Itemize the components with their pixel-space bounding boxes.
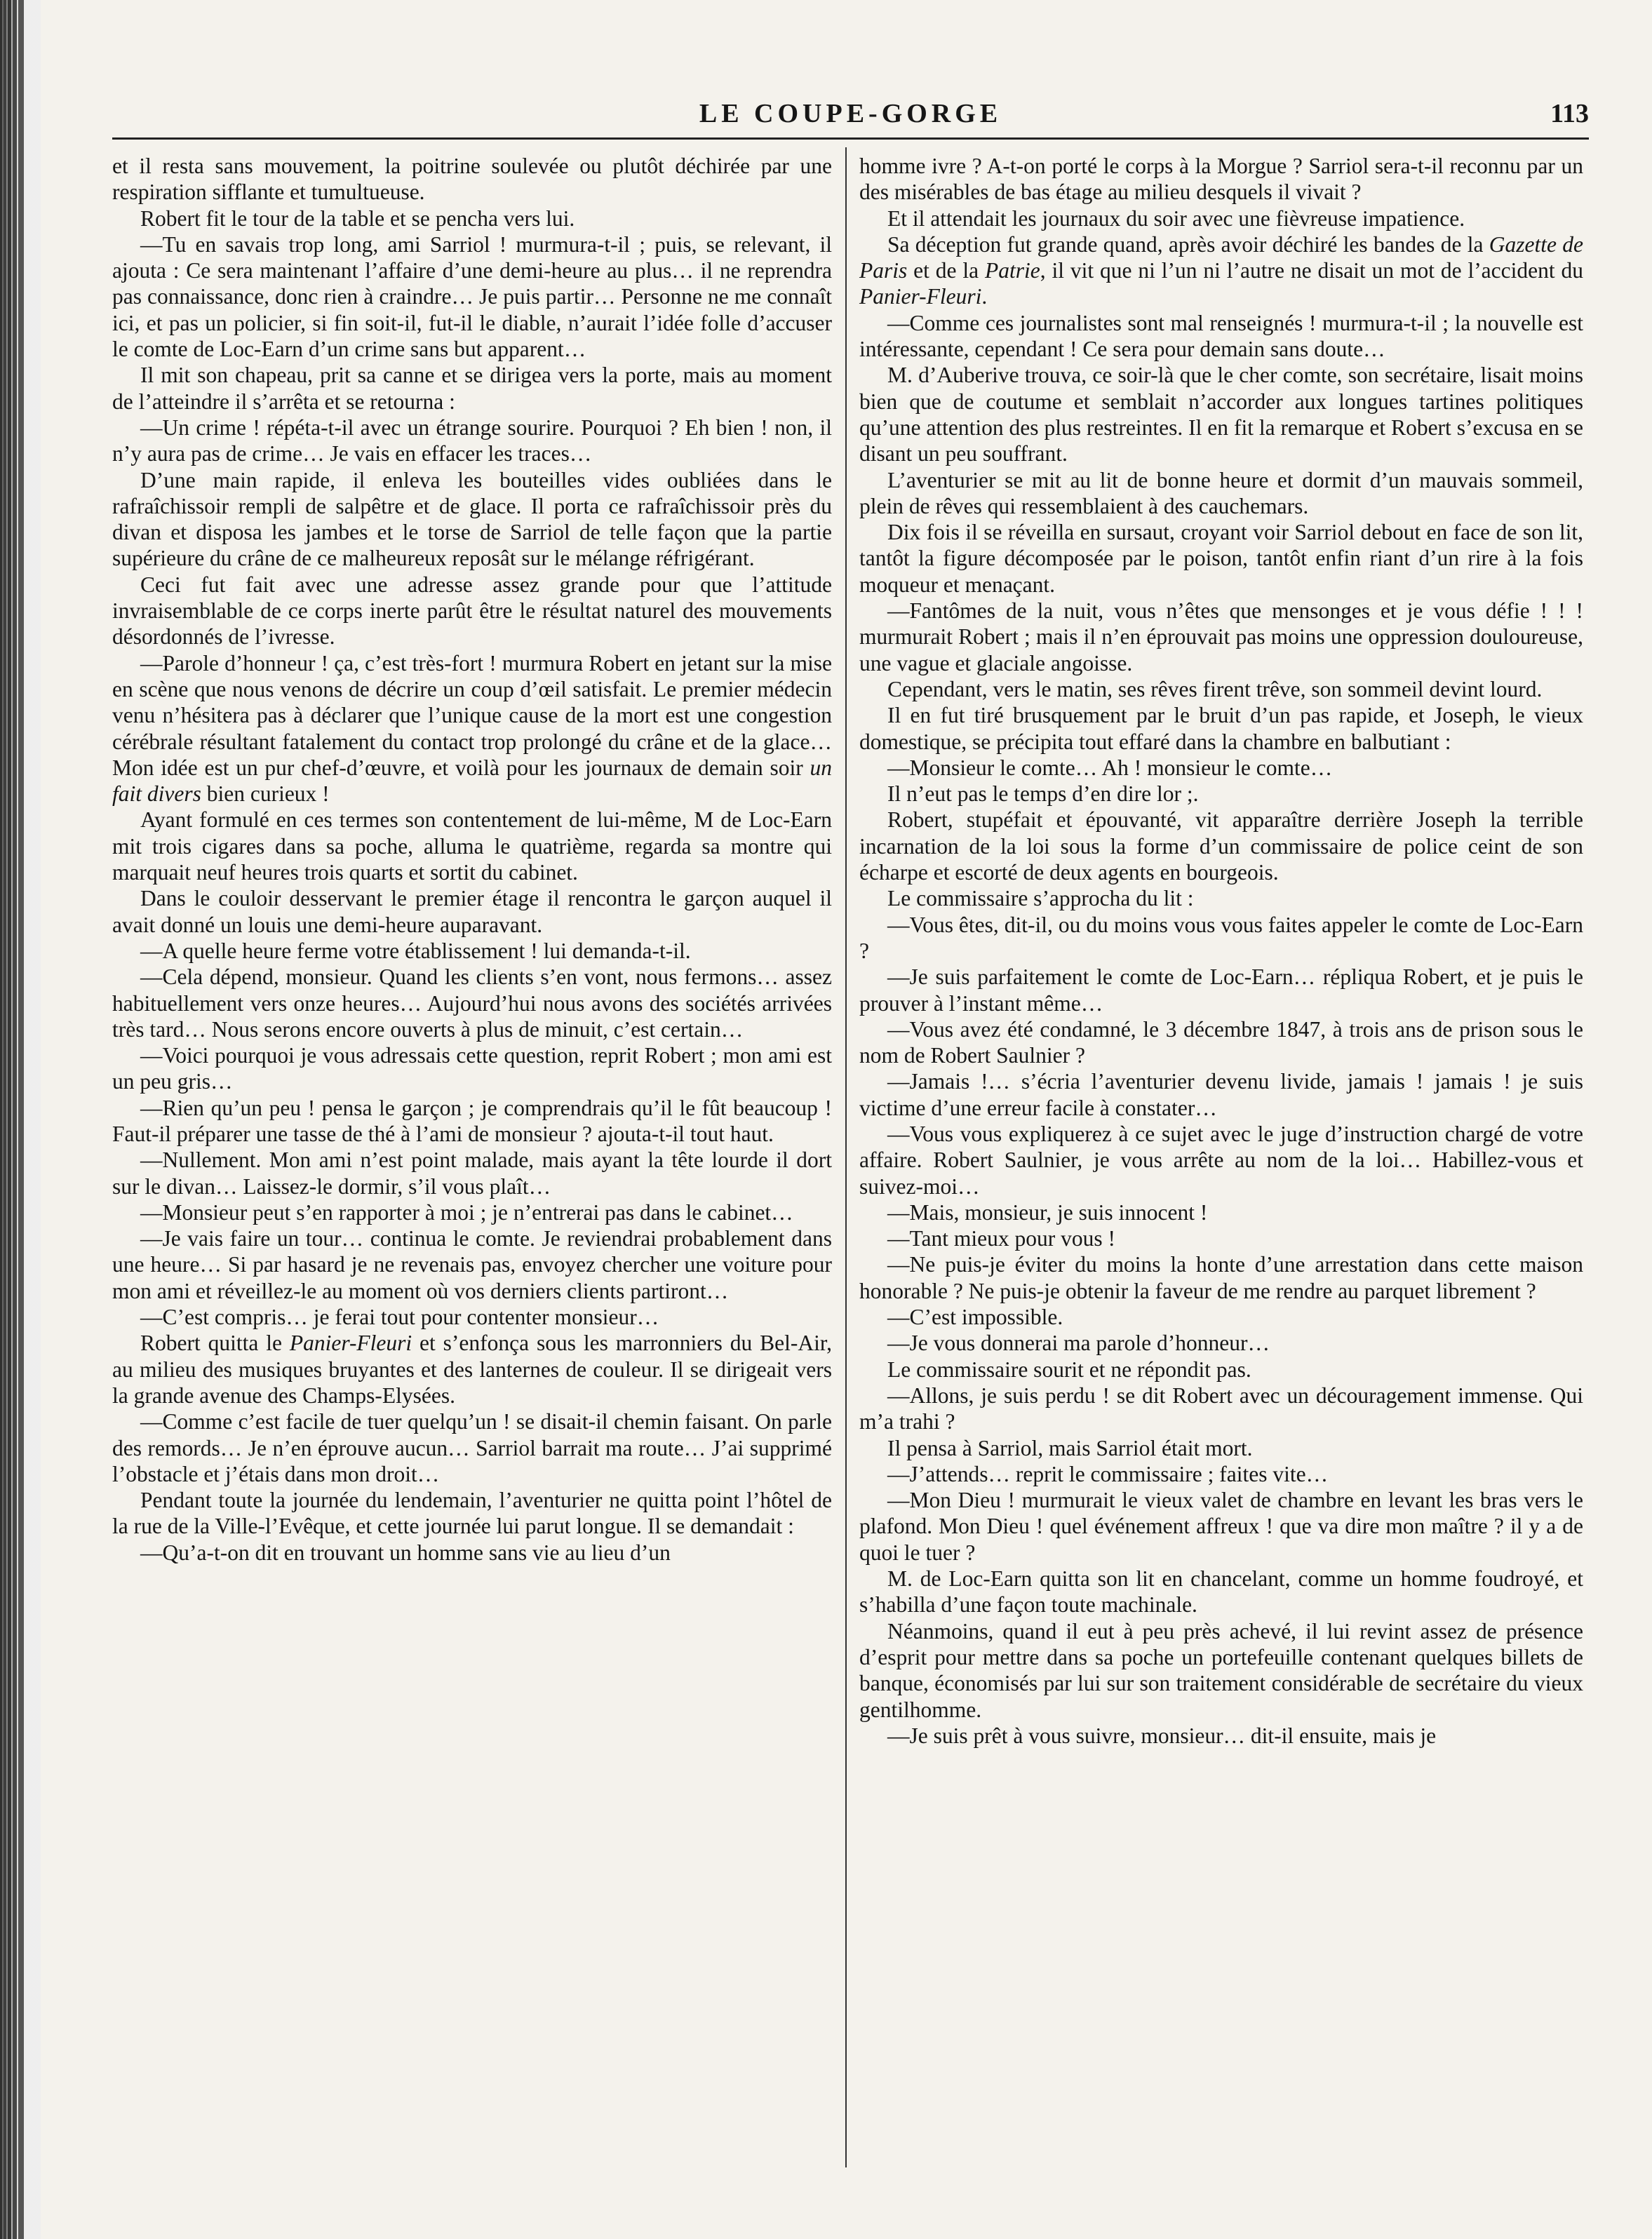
running-title: LE COUPE-GORGE xyxy=(699,99,1002,128)
paragraph: —Cela dépend, monsieur. Quand les clients s’en vont, nous fermons… assez habituellement vers onze heures… Aujourd’hui nous avons des sociétés arrivées très tard… Nous serons encore ouverts à plus de minuit, c’est certain… xyxy=(112,964,832,1042)
paragraph: Robert, stupéfait et épouvanté, vit apparaître derrière Joseph la terrible incarnation de la loi sous la forme d’un commissaire de police ceint de son écharpe et escorté de deux agents en bourgeois. xyxy=(859,807,1583,885)
paragraph: Ceci fut fait avec une adresse assez grande pour que l’attitude invraisemblable de ce corps inerte parût être le résultat naturel des mouvements désordonnés de l’ivresse. xyxy=(112,572,832,650)
paragraph: —Voici pourquoi je vous adressais cette question, reprit Robert ; mon ami est un peu gris… xyxy=(112,1043,832,1094)
paragraph: D’une main rapide, il enleva les bouteilles vides oubliées dans le rafraîchissoir rempli de salpêtre et de glace. Il porta ce rafraîchissoir près du divan et disposa les jambes et le torse de Sarriol de telle façon que la partie supérieure du crâne de ce malheureux reposât sur le mélange réfrigérant. xyxy=(112,467,832,571)
paragraph: M. d’Auberive trouva, ce soir-là que le cher comte, son secrétaire, lisait moins bien que de coutume et semblait n’accorder aux longues tartines politiques qu’une attention des plus restreintes. Il en fit la remarque et Robert s’excusa en se disant un peu souffrant. xyxy=(859,363,1583,466)
paragraph: Robert fit le tour de la table et se pencha vers lui. xyxy=(140,206,575,231)
paragraph: M. de Loc-Earn quitta son lit en chancelant, comme un homme foudroyé, et s’habilla d’une façon toute machinale. xyxy=(859,1566,1583,1618)
paragraph: Dix fois il se réveilla en sursaut, croyant voir Sarriol debout en face de son lit, tantôt la figure décomposée par le poison, tantôt enfin riant d’un rire à la fois moqueur et menaçant. xyxy=(859,520,1583,597)
header-rule xyxy=(112,137,1589,140)
left-column xyxy=(112,153,832,1566)
paragraph: Il pensa à Sarriol, mais Sarriol était mort. xyxy=(887,1435,1253,1460)
paragraph: —Comme ces journalistes sont mal renseignés ! murmura-t-il ; la nouvelle est intéressante, cependant ! Ce sera pour demain sans doute… xyxy=(859,310,1583,362)
paragraph: —Vous vous expliquerez à ce sujet avec le juge d’instruction chargé de votre affaire. Robert Saulnier, je vous arrête au nom de la loi… Habillez-vous et suivez-moi… xyxy=(859,1121,1583,1199)
paragraph: —Ne puis-je éviter du moins la honte d’une arrestation dans cette maison honorable ? Ne puis-je obtenir la faveur de me rendre au parquet librement ? xyxy=(859,1252,1583,1303)
book-spine-edge xyxy=(0,0,41,2239)
paragraph: Dans le couloir desservant le premier étage il rencontra le garçon auquel il avait donné un louis une demi-heure auparavant. xyxy=(112,886,832,937)
paragraph: Ayant formulé en ces termes son contentement de lui-même, M de Loc-Earn mit trois cigares dans sa poche, alluma le quatrième, regarda sa montre qui marquait neuf heures trois quarts et sortit du cabinet. xyxy=(112,807,832,885)
paragraph: —Tant mieux pour vous ! xyxy=(887,1226,1115,1251)
right-column xyxy=(859,153,1583,1749)
paragraph: —Nullement. Mon ami n’est point malade, mais ayant la tête lourde il dort sur le divan… Laissez-le dormir, s’il vous plaît… xyxy=(112,1148,832,1199)
paragraph: —Fantômes de la nuit, vous n’êtes que mensonges et je vous défie ! ! ! murmurait Robert ; mais il n’en éprouvait pas moins une oppression douloureuse, une vague et glaciale angoisse. xyxy=(859,598,1583,675)
paragraph: —Monsieur peut s’en rapporter à moi ; je n’entrerai pas dans le cabinet… xyxy=(140,1199,793,1225)
paragraph: —C’est impossible. xyxy=(887,1305,1063,1330)
paragraph: Pendant toute la journée du lendemain, l’aventurier ne quitta point l’hôtel de la rue de la Ville-l’Evêque, et cette journée lui parut longue. Il se demandait : xyxy=(112,1488,832,1539)
paragraph: Il mit son chapeau, prit sa canne et se dirigea vers la porte, mais au moment de l’atteindre il s’arrêta et se retourna : xyxy=(112,363,832,414)
italic-text: Panier-Fleuri xyxy=(859,284,982,309)
paragraph: Sa déception fut grande quand, après avoir déchiré les bandes de la Gazette de Paris et de la Patrie, il vit que ni l’un ni l’autre ne disait un mot de l’accident du Panier-Fleuri. xyxy=(859,231,1583,309)
paragraph: —Vous êtes, dit-il, ou du moins vous vous faites appeler le comte de Loc-Earn ? xyxy=(859,912,1583,963)
paragraph: —Vous avez été condamné, le 3 décembre 1847, à trois ans de prison sous le nom de Robert Saulnier ? xyxy=(859,1016,1583,1068)
paragraph: —Je vous donnerai ma parole d’honneur… xyxy=(887,1331,1270,1356)
paragraph: Il n’eut pas le temps d’en dire lor ;. xyxy=(887,781,1199,807)
paragraph: —Qu’a-t-on dit en trouvant un homme sans vie au lieu d’un xyxy=(140,1540,671,1565)
paragraph: Le commissaire sourit et ne répondit pas. xyxy=(887,1357,1251,1382)
italic-text: Gazette de Paris xyxy=(859,231,1583,283)
paragraph: —Rien qu’un peu ! pensa le garçon ; je comprendrais qu’il le fût beaucoup ! Faut-il préparer une tasse de thé à l’ami de monsieur ? ajouta-t-il tout haut. xyxy=(112,1095,832,1146)
paragraph: Robert quitta le Panier-Fleuri et s’enfonça sous les marronniers du Bel-Air, au milieu des musiques bruyantes et des lanternes de couleur. Il se dirigeait vers la grande avenue des Champs-Elysées. xyxy=(112,1331,833,1408)
paragraph: —Un crime ! répéta-t-il avec un étrange sourire. Pourquoi ? Eh bien ! non, il n’y aura pas de crime… Je vais en effacer les traces… xyxy=(112,415,832,466)
paragraph: —Jamais !… s’écria l’aventurier devenu livide, jamais ! jamais ! je suis victime d’une erreur facile à constater… xyxy=(859,1069,1583,1120)
paragraph: Il en fut tiré brusquement par le bruit d’un pas rapide, et Joseph, le vieux domestique, se précipita tout effaré dans la chambre en balbutiant : xyxy=(859,703,1583,754)
paragraph: —Tu en savais trop long, ami Sarriol ! murmura-t-il ; puis, se relevant, il ajouta : Ce sera maintenant l’affaire d’une demi-heure au plus… il ne reprendra pas connaissance, donc rien à craindre… Je puis partir… Personne ne me connaît ici, et pas un policier, si fin soit-il, fut-il le diable, n’aurait l’idée folle d’accuser le comte de Loc-Earn d’un crime sans but apparent… xyxy=(112,231,832,362)
paragraph: —J’attends… reprit le commissaire ; faites vite… xyxy=(887,1461,1329,1486)
paragraph: Le commissaire s’approcha du lit : xyxy=(887,886,1194,911)
paragraph: Et il attendait les journaux du soir avec une fièvreuse impatience. xyxy=(887,206,1465,231)
paragraph: —Mais, monsieur, je suis innocent ! xyxy=(887,1199,1208,1225)
paragraph: —Je suis parfaitement le comte de Loc-Earn… répliqua Robert, et je puis le prouver à l’instant même… xyxy=(859,964,1583,1016)
paragraph: et il resta sans mouvement, la poitrine soulevée ou plutôt déchirée par une respiration sifflante et tumultueuse. xyxy=(112,154,832,205)
page-header xyxy=(112,98,1589,133)
paragraph: —Comme c’est facile de tuer quelqu’un ! se disait-il chemin faisant. On parle des remords… Je n’en éprouve aucun… Sarriol barrait ma route… J’ai supprimé l’obstacle et j’étais dans mon droit… xyxy=(112,1409,832,1486)
paragraph: —A quelle heure ferme votre établissement ! lui demanda-t-il. xyxy=(140,938,691,963)
paragraph: —Mon Dieu ! murmurait le vieux valet de chambre en levant les bras vers le plafond. Mon Dieu ! quel événement affreux ! que va dire mon maître ? il y a de quoi le tuer ? xyxy=(859,1488,1583,1565)
italic-text: Panier-Fleuri xyxy=(289,1331,412,1356)
column-divider xyxy=(845,147,847,2167)
paragraph: —Allons, je suis perdu ! se dit Robert avec un découragement immense. Qui m’a trahi ? xyxy=(859,1383,1583,1434)
page-number: 113 xyxy=(1550,99,1589,128)
paragraph: —Je suis prêt à vous suivre, monsieur… dit-il ensuite, mais je xyxy=(887,1723,1437,1748)
paragraph: —Parole d’honneur ! ça, c’est très-fort ! murmura Robert en jetant sur la mise en scène que nous venons de décrire un coup d’œil satisfait. Le premier médecin venu n’hésitera pas à déclarer que l’unique cause de la mort est une congestion cérébrale résultant fatalement du contact trop prolongé du crâne et de la glace… Mon idée est un pur chef-d’œuvre, et voilà pour les journaux de demain soir un fait divers bien curieux ! xyxy=(112,650,832,807)
paragraph: Néanmoins, quand il eut à peu près achevé, il lui revint assez de présence d’esprit pour mettre dans sa poche un portefeuille contenant quelques billets de banque, économisés par lui sur son traitement considérable de secrétaire du vieux gentilhomme. xyxy=(859,1618,1583,1722)
italic-text: Patrie xyxy=(984,258,1040,283)
paragraph: L’aventurier se mit au lit de bonne heure et dormit d’un mauvais sommeil, plein de rêves qui ressemblaient à des cauchemars. xyxy=(859,467,1583,518)
italic-text: un fait divers xyxy=(112,755,832,807)
paragraph: —C’est compris… je ferai tout pour contenter monsieur… xyxy=(140,1305,659,1330)
paragraph: —Je vais faire un tour… continua le comte. Je reviendrai probablement dans une heure… Si par hasard je ne revenais pas, envoyez chercher une voiture pour mon ami et réveillez-le au moment où vos derniers clients partiront… xyxy=(112,1226,832,1303)
paragraph: —Monsieur le comte… Ah ! monsieur le comte… xyxy=(887,755,1333,780)
paragraph: homme ivre ? A-t-on porté le corps à la Morgue ? Sarriol sera-t-il reconnu par un des misérables de bas étage au milieu desquels il vivait ? xyxy=(859,154,1583,205)
paragraph: Cependant, vers le matin, ses rêves firent trêve, son sommeil devint lourd. xyxy=(887,676,1543,701)
